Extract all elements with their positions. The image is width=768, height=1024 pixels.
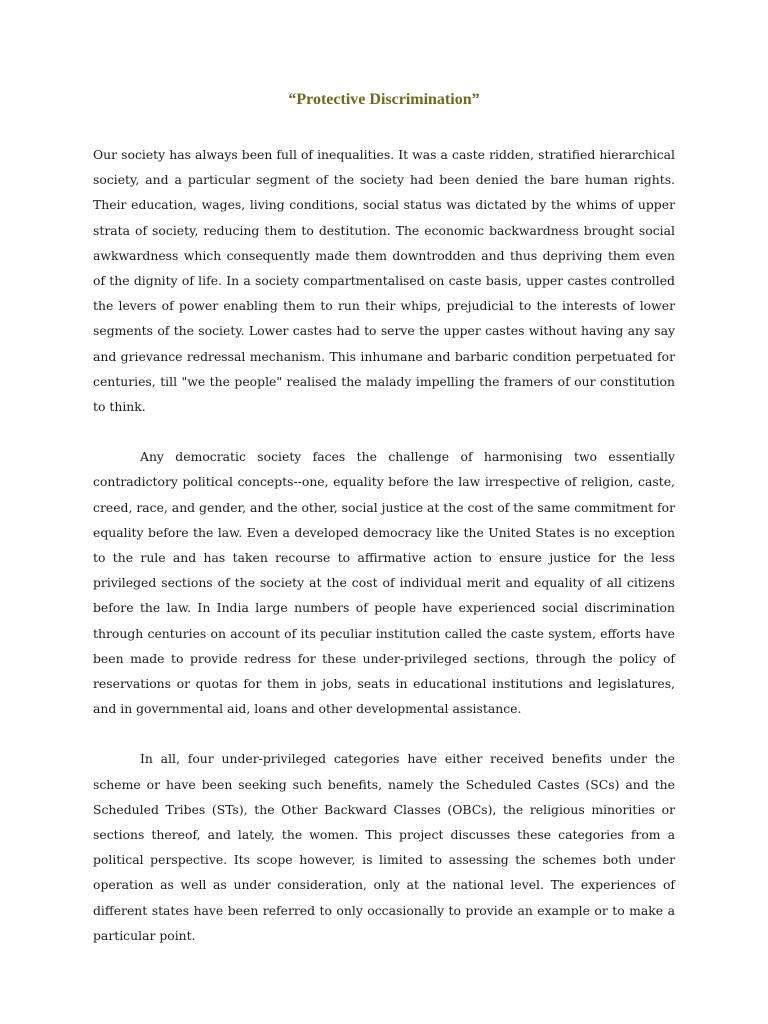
document-title: “Protective Discrimination” — [288, 91, 480, 108]
paragraph-1: Our society has always been full of inequalities. It was a caste ridden, stratified hierarchical society, and a particular segment of the society had been denied the bare human rights. Their education, wages, living conditions, social status was dictated by the whims of upper strata of society, reducing them to destitution. The economic backwardness brought social awkwardness which consequently made them downtrodden and thus depriving them even of the dignity of life. In a society compartmentalised on caste basis, upper castes controlled the levers of power enabling them to run their whips, prejudicial to the interests of lower segments of the society. Lower castes had to serve the upper castes without having any say and grievance redressal mechanism. This inhumane and barbaric condition perpetuated for centuries, till "we the people" realised the malady impelling the framers of our constitution to think. — [93, 147, 675, 415]
paragraph-2: Any democratic society faces the challenge of harmonising two essentially contradictory political concepts--one, equality before the law irrespective of religion, caste, creed, race, and gender, and the other, social justice at the cost of the same commitment for equality before the law. Even a developed democracy like the United States is no exception to the rule and has taken recourse to affirmative action to ensure justice for the less privileged sections of the society at the cost of individual merit and equality of all citizens before the law. In India large numbers of people have experienced social discrimination through centuries on account of its peculiar institution called the caste system, efforts have been made to provide redress for these under-privileged sections, through the policy of reservations or quotas for them in jobs, seats in educational institutions and legislatures, and in governmental aid, loans and other developmental assistance. — [93, 449, 675, 717]
paragraph-3: In all, four under-privileged categories have either received benefits under the scheme or have been seeking such benefits, namely the Scheduled Castes (SCs) and the Scheduled Tribes (STs), the Other Backward Classes (OBCs), the religious minorities or sections thereof, and lately, the women. This project discusses these categories from a political perspective. Its scope however, is limited to assessing the schemes both under operation as well as under consideration, only at the national level. The experiences of different states have been referred to only occasionally to provide an example or to make a particular point. — [93, 751, 675, 943]
